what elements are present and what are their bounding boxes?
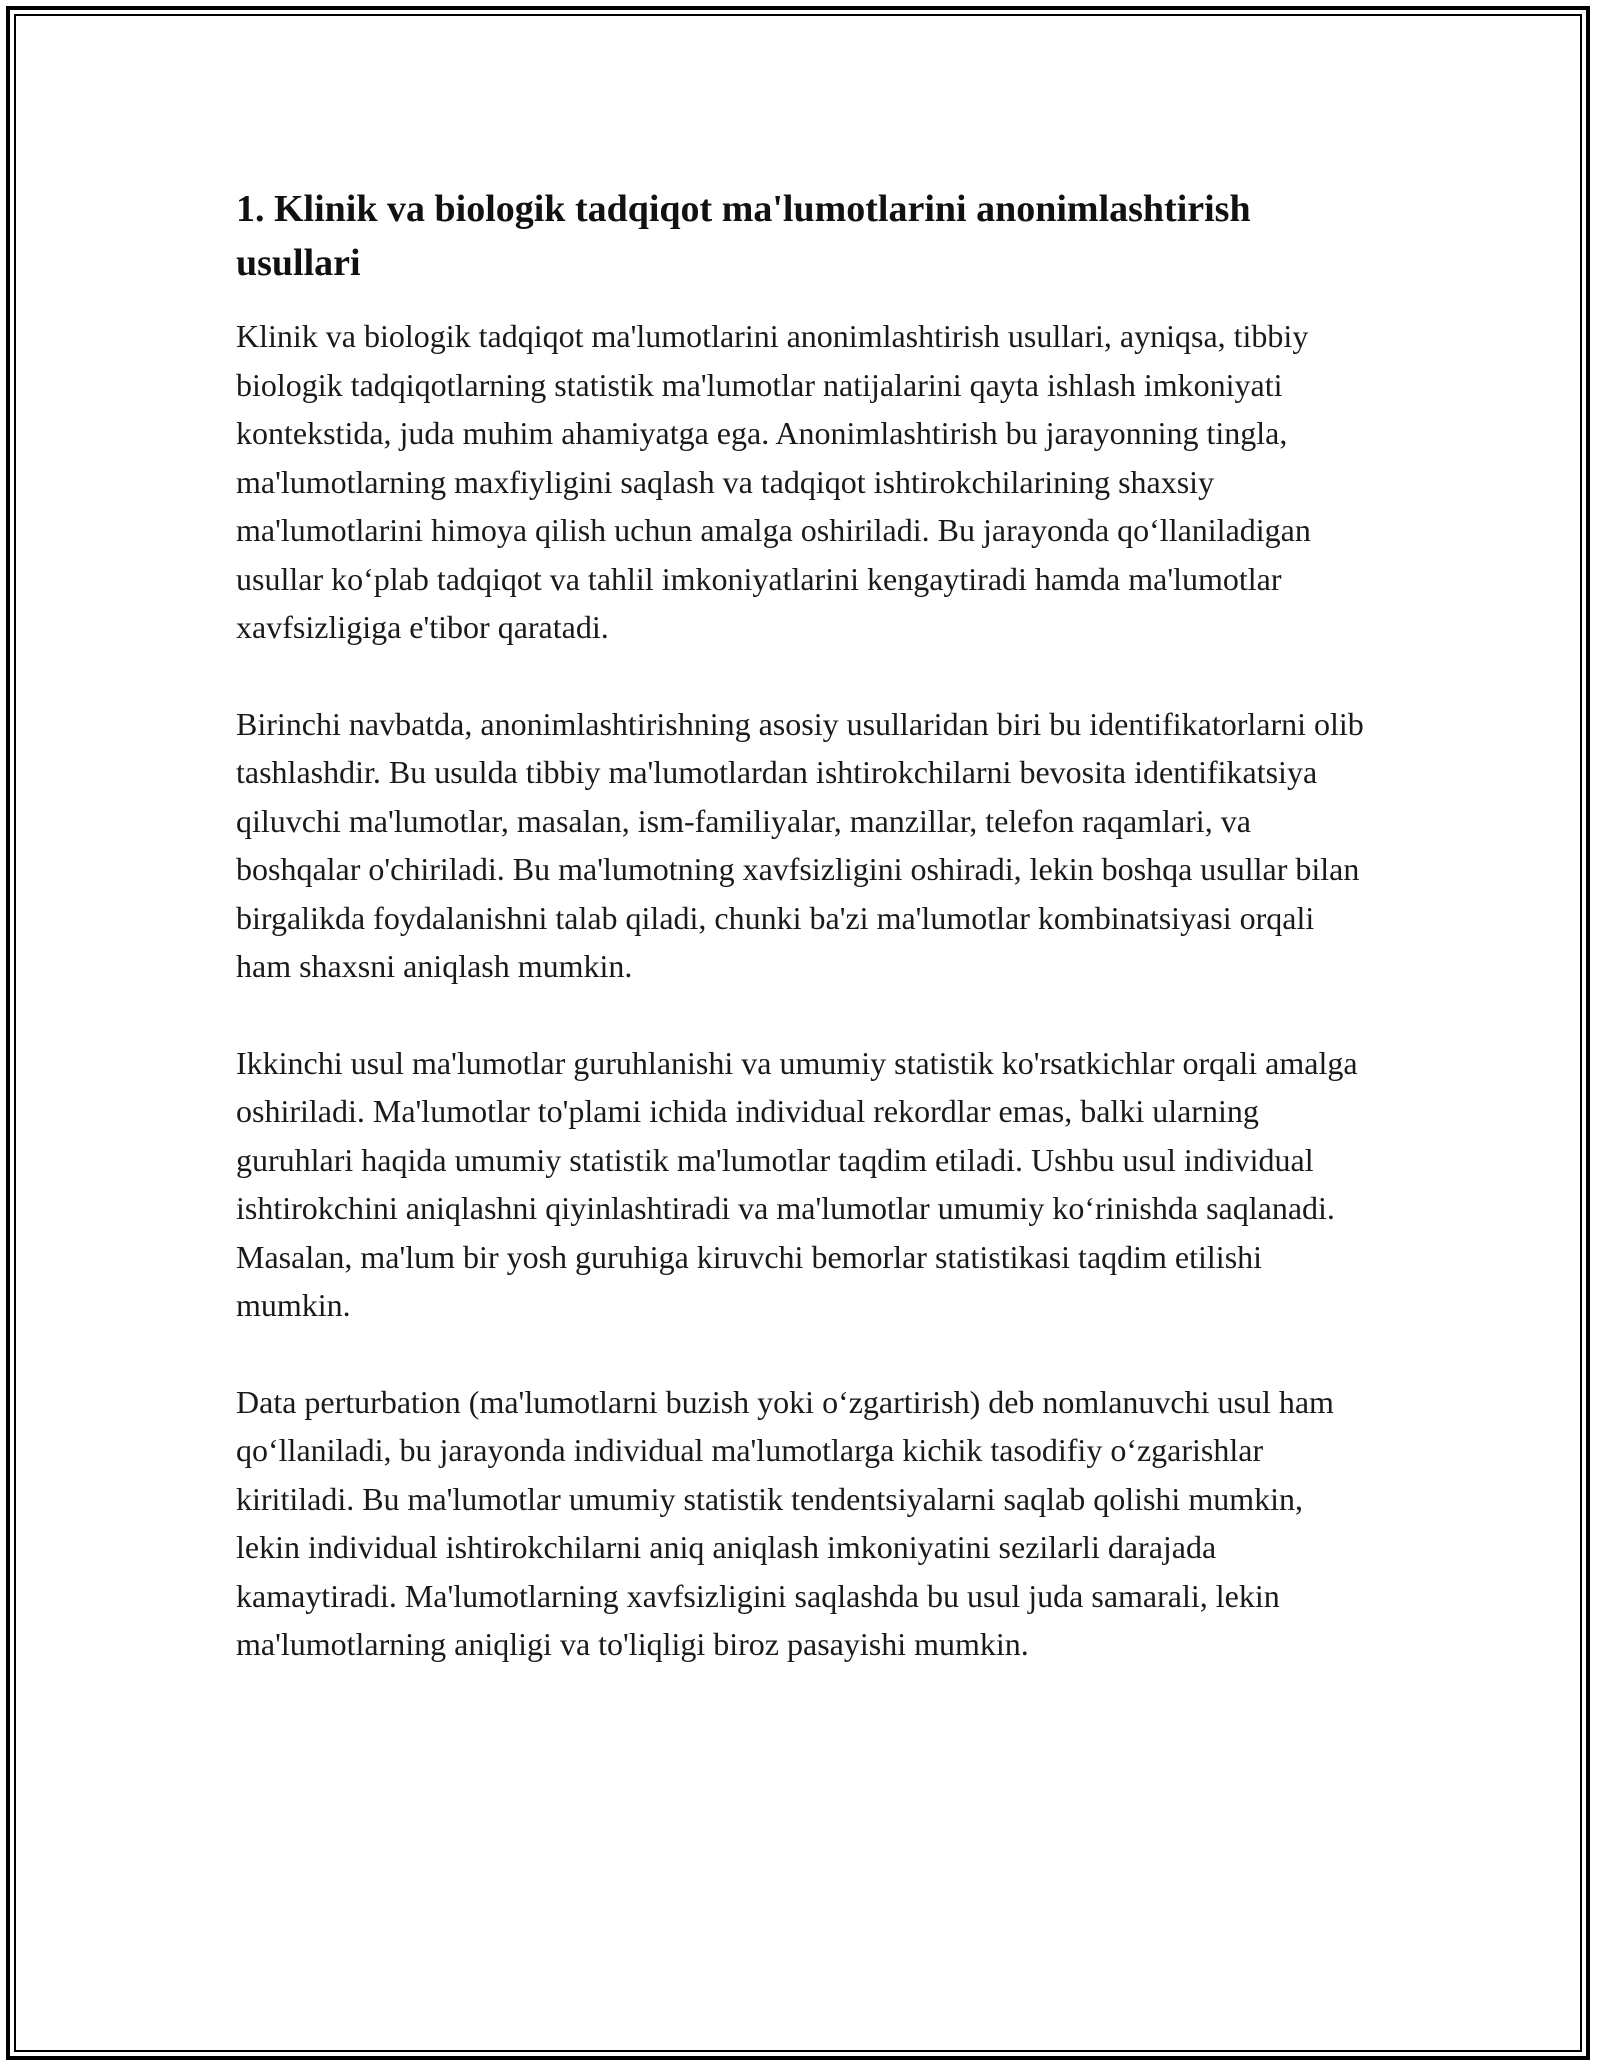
paragraph-data-perturbation: Data perturbation (ma'lumotlarni buzish yoki o‘zgartirish) deb nomlanuvchi usul ham qo‘llaniladi, bu jarayonda individual ma'lumotlarga kichik tasodifiy o‘zgarishlar kiritiladi. Bu ma'lumotlar umumiy statistik tendentsiyalarni saqlab qolishi mumkin, lekin individual ishtirokchilarni aniq aniqlash imkoniyatini sezilarli darajada kamaytiradi. Ma'lumotlarning xavfsizligini saqlashda bu usul juda samarali, lekin ma'lumotlarning aniqligi va to'liqligi biroz pasayishi mumkin. [236, 1383, 1334, 1662]
paragraph-aggregation: Ikkinchi usul ma'lumotlar guruhlanishi va umumiy statistik ko'rsatkichlar orqali amalga oshiriladi. Ma'lumotlar to'plami ichida individual rekordlar emas, balki ularning guruhlari haqida umumiy statistik ma'lumotlar taqdim etiladi. Ushbu usul individual ishtirokchini aniqlashni qiyinlashtiradi va ma'lumotlar umumiy ko‘rinishda saqlanadi. Masalan, ma'lum bir yosh guruhiga kiruvchi bemorlar statistikasi taqdim etilishi mumkin. [236, 1044, 1358, 1323]
section-heading: 1. Klinik va biologik tadqiqot ma'lumotlarini anonimlashtirish usullari [236, 188, 1251, 284]
paragraph-intro: Klinik va biologik tadqiqot ma'lumotlarini anonimlashtirish usullari, ayniqsa, tibbiy biologik tadqiqotlarning statistik ma'lumotlar natijalarini qayta ishlash imkoniyati kontekstida, juda muhim ahamiyatga ega. Anonimlashtirish bu jarayonning tingla, ma'lumotlarning maxfiyligini saqlash va tadqiqot ishtirokchilarining shaxsiy ma'lumotlarini himoya qilish uchun amalga oshiriladi. Bu jarayonda qo‘llaniladigan usullar ko‘plab tadqiqot va tahlil imkoniyatlarini kengaytiradi hamda ma'lumotlar xavfsizligiga e'tibor qaratadi. [236, 318, 1311, 645]
paragraph-identifier-removal: Birinchi navbatda, anonimlashtirishning asosiy usullaridan biri bu identifikatorlarni olib tashlashdir. Bu usulda tibbiy ma'lumotlardan ishtirokchilarni bevosita identifikatsiya qiluvchi ma'lumotlar, masalan, ism-familiyalar, manzillar, telefon raqamlari, va boshqalar o'chiriladi. Bu ma'lumotning xavfsizligini oshiradi, lekin boshqa usullar bilan birgalikda foydalanishni talab qiladi, chunki ba'zi ma'lumotlar kombinatsiyasi orqali ham shaxsni aniqlash mumkin. [236, 705, 1364, 984]
document-body [236, 182, 1364, 1717]
